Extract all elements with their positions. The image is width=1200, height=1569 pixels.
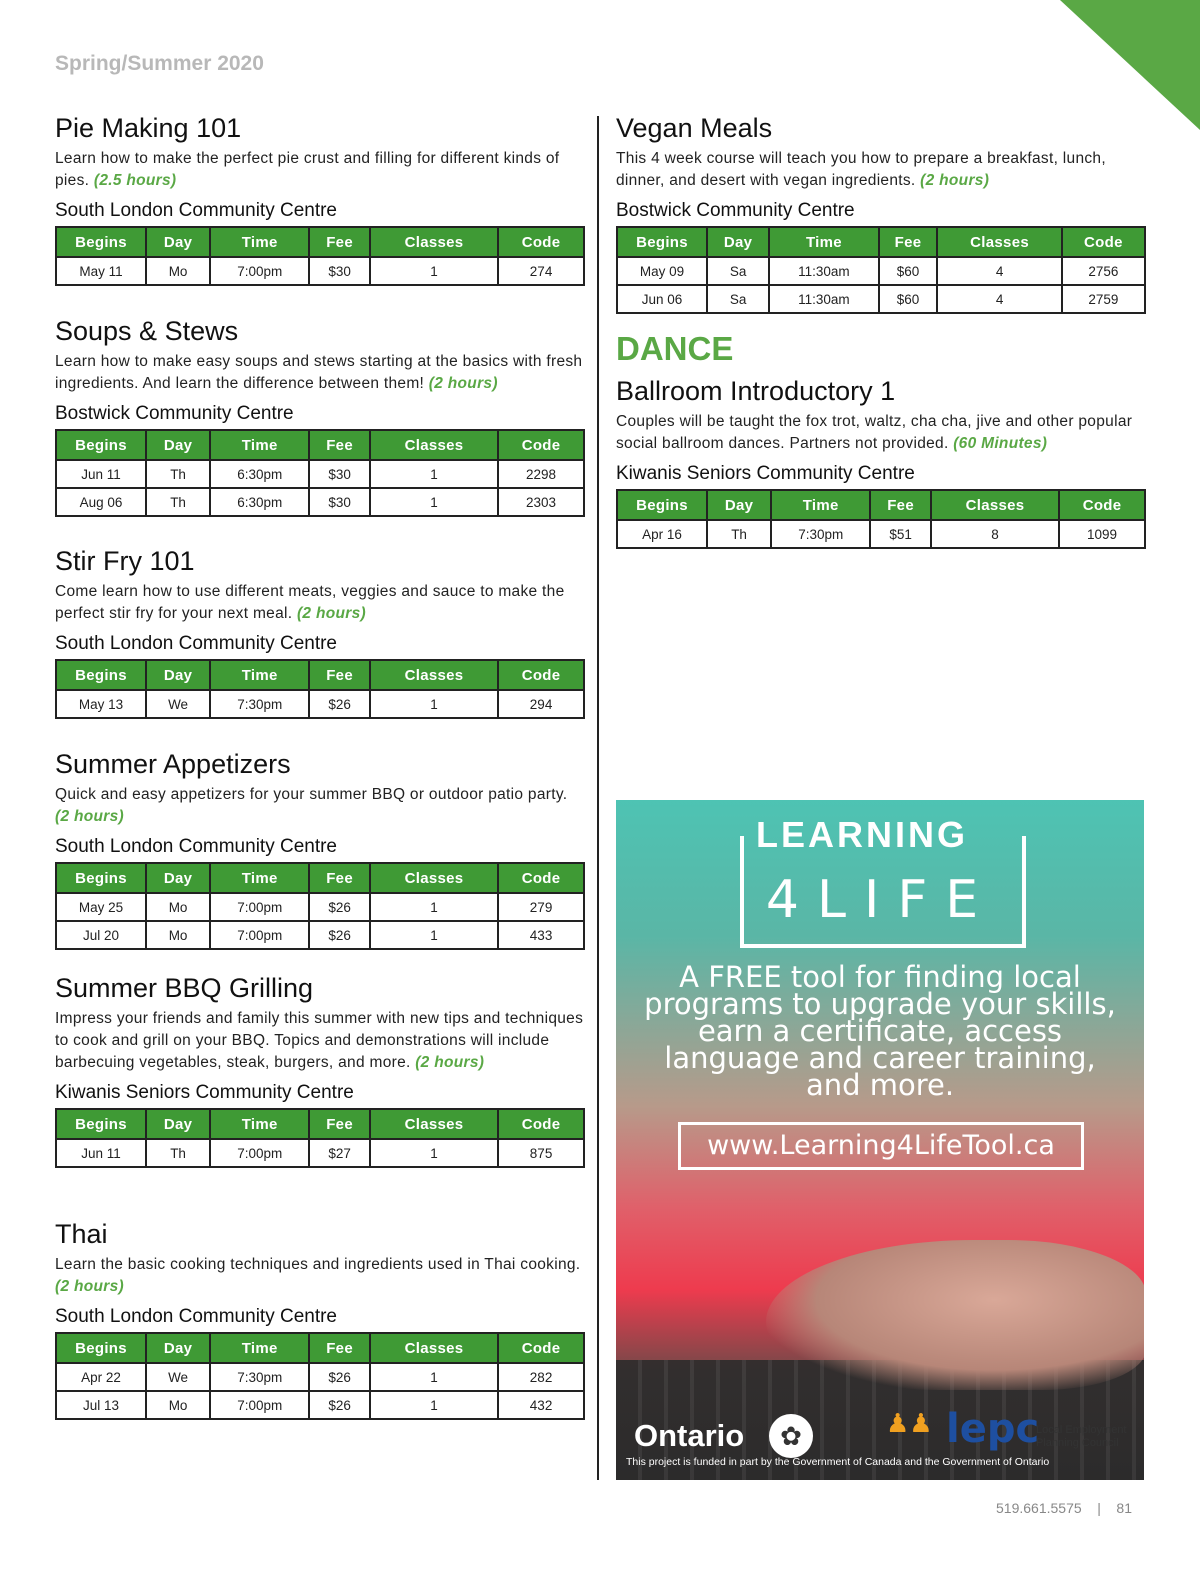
table-row — [56, 460, 584, 488]
course-desc-text: Impress your friends and family this summer with new tips and techniques to cook and grill on your BBQ. Topics and demonstrations will include barbecuing vegetables, steak, burgers, and more. — [55, 1010, 584, 1071]
cell-code: 279 — [498, 893, 584, 921]
column-header-fee: Fee — [879, 227, 938, 257]
cell-begins: May 25 — [56, 893, 146, 921]
course-title: Thai — [55, 1219, 108, 1249]
cell-classes: 1 — [370, 460, 498, 488]
course-bbq-grilling — [55, 972, 585, 1168]
cell-time: 7:00pm — [210, 921, 309, 949]
course-description — [55, 1008, 585, 1074]
cell-classes: 1 — [370, 488, 498, 516]
cell-day: Mo — [146, 921, 210, 949]
ad-tagline: A FREE tool for finding local programs to upgrade your skills, earn a certificate, access language and career training, and more. — [644, 960, 1116, 1102]
cell-day: Sa — [707, 257, 769, 285]
column-header-fee: Fee — [870, 490, 931, 520]
course-title: Summer Appetizers — [55, 749, 291, 779]
column-header-fee: Fee — [309, 1109, 370, 1139]
cell-begins: May 11 — [56, 257, 146, 285]
column-header-fee: Fee — [309, 1333, 370, 1363]
cell-code: 282 — [498, 1363, 584, 1391]
cell-fee: $51 — [870, 520, 931, 548]
cell-fee: $30 — [309, 257, 370, 285]
course-duration: (2.5 hours) — [93, 172, 177, 189]
table-row — [617, 520, 1145, 548]
column-header-day: Day — [707, 227, 769, 257]
column-header-code: Code — [498, 1333, 584, 1363]
cell-begins: Apr 22 — [56, 1363, 146, 1391]
cell-day: Th — [146, 488, 210, 516]
column-header-begins: Begins — [56, 660, 146, 690]
column-header-classes: Classes — [370, 1333, 498, 1363]
column-header-classes: Classes — [370, 430, 498, 460]
course-title: Pie Making 101 — [55, 113, 242, 143]
cell-code: 2759 — [1062, 285, 1145, 313]
course-description — [55, 148, 585, 192]
course-summer-appetizers — [55, 748, 585, 950]
cell-classes: 1 — [370, 893, 498, 921]
column-header-classes: Classes — [370, 863, 498, 893]
table-row — [56, 893, 584, 921]
course-location: South London Community Centre — [55, 200, 337, 221]
course-pie-making — [55, 112, 585, 286]
footer-page-number: 81 — [1116, 1500, 1132, 1516]
course-location: Kiwanis Seniors Community Centre — [55, 1082, 354, 1103]
column-header-day: Day — [146, 227, 210, 257]
course-desc-text: Come learn how to use different meats, veggies and sauce to make the perfect stir fry for your next meal. — [55, 583, 565, 622]
schedule-table — [55, 1108, 585, 1168]
lepc-subtitle: Local Employment Planning Council — [1036, 1424, 1127, 1449]
footer-phone: 519.661.5575 — [996, 1500, 1082, 1516]
cell-begins: May 09 — [617, 257, 707, 285]
corner-accent — [1060, 0, 1200, 130]
cell-time: 7:00pm — [210, 893, 309, 921]
course-location: South London Community Centre — [55, 836, 337, 857]
cell-code: 2298 — [498, 460, 584, 488]
schedule-header-row — [56, 660, 584, 690]
course-description — [55, 351, 585, 395]
course-duration: (2 hours) — [55, 808, 125, 825]
cell-day: Mo — [146, 257, 210, 285]
cell-fee: $26 — [309, 1391, 370, 1419]
column-header-fee: Fee — [309, 430, 370, 460]
cell-classes: 4 — [937, 285, 1061, 313]
cell-code: 432 — [498, 1391, 584, 1419]
column-header-day: Day — [146, 863, 210, 893]
column-header-time: Time — [769, 227, 878, 257]
course-desc-text: Learn the basic cooking techniques and ingredients used in Thai cooking. — [55, 1256, 581, 1273]
schedule-table — [55, 862, 585, 950]
cell-begins: Jun 11 — [56, 460, 146, 488]
cell-day: Sa — [707, 285, 769, 313]
column-header-fee: Fee — [309, 863, 370, 893]
cell-code: 2756 — [1062, 257, 1145, 285]
column-header-begins: Begins — [56, 1333, 146, 1363]
column-header-time: Time — [210, 430, 309, 460]
course-duration: (2 hours) — [55, 1278, 125, 1295]
course-ballroom — [616, 375, 1146, 549]
table-row — [617, 257, 1145, 285]
course-duration: (2 hours) — [428, 375, 498, 392]
table-row — [56, 1139, 584, 1167]
course-desc-text: Learn how to make the perfect pie crust and filling for different kinds of pies. — [55, 150, 560, 189]
course-desc-text: Learn how to make easy soups and stews starting at the basics with fresh ingredients. And learn the difference between them! — [55, 353, 583, 392]
course-description — [616, 148, 1146, 192]
course-desc-text: Couples will be taught the fox trot, waltz, cha cha, jive and other popular social ballroom dances. Partners not provided. — [616, 413, 1133, 452]
column-header-code: Code — [498, 863, 584, 893]
course-vegan-meals — [616, 112, 1146, 314]
schedule-header-row — [56, 1109, 584, 1139]
course-duration: (60 Minutes) — [953, 435, 1048, 452]
cell-classes: 1 — [370, 921, 498, 949]
course-thai — [55, 1218, 585, 1420]
course-soups-stews — [55, 315, 585, 517]
table-row — [617, 285, 1145, 313]
cell-begins: Jun 06 — [617, 285, 707, 313]
course-duration: (2 hours) — [920, 172, 990, 189]
cell-code: 274 — [498, 257, 584, 285]
schedule-header-row — [617, 490, 1145, 520]
course-location: Bostwick Community Centre — [616, 200, 855, 221]
lepc-people-icon: ♟♟ — [886, 1408, 933, 1438]
ad-url[interactable]: www.Learning4LifeTool.ca — [678, 1122, 1084, 1170]
ontario-logo-text: Ontario — [634, 1418, 745, 1453]
cell-time: 7:30pm — [210, 690, 309, 718]
schedule-table — [55, 1332, 585, 1420]
cell-fee: $27 — [309, 1139, 370, 1167]
cell-code: 1099 — [1059, 520, 1145, 548]
cell-classes: 4 — [937, 257, 1061, 285]
column-header-begins: Begins — [56, 430, 146, 460]
course-stir-fry — [55, 545, 585, 719]
course-duration: (2 hours) — [296, 605, 366, 622]
column-header-day: Day — [146, 1109, 210, 1139]
cell-day: Th — [707, 520, 771, 548]
cell-fee: $60 — [879, 257, 938, 285]
course-location: Kiwanis Seniors Community Centre — [616, 463, 915, 484]
lepc-logo-text: lepc — [946, 1406, 1040, 1452]
course-title: Stir Fry 101 — [55, 546, 195, 576]
schedule-table — [55, 429, 585, 517]
column-header-day: Day — [146, 660, 210, 690]
cell-time: 7:00pm — [210, 1391, 309, 1419]
column-header-classes: Classes — [370, 1109, 498, 1139]
course-description — [616, 411, 1146, 455]
table-row — [56, 1391, 584, 1419]
column-header-day: Day — [707, 490, 771, 520]
cell-time: 7:00pm — [210, 257, 309, 285]
cell-classes: 1 — [370, 1363, 498, 1391]
column-header-code: Code — [498, 1109, 584, 1139]
cell-fee: $26 — [309, 893, 370, 921]
cell-day: Mo — [146, 1391, 210, 1419]
trillium-icon: ✿ — [769, 1414, 813, 1458]
course-location: South London Community Centre — [55, 1306, 337, 1327]
cell-begins: Jul 20 — [56, 921, 146, 949]
column-header-code: Code — [1059, 490, 1145, 520]
cell-classes: 1 — [370, 1139, 498, 1167]
cell-code: 2303 — [498, 488, 584, 516]
cell-day: Mo — [146, 893, 210, 921]
schedule-header-row — [617, 227, 1145, 257]
season-header: Spring/Summer 2020 — [55, 52, 264, 75]
column-header-classes: Classes — [370, 227, 498, 257]
cell-fee: $30 — [309, 460, 370, 488]
column-header-fee: Fee — [309, 660, 370, 690]
column-header-classes: Classes — [937, 227, 1061, 257]
hand-image — [766, 1240, 1144, 1390]
column-header-code: Code — [498, 430, 584, 460]
cell-begins: Jun 11 — [56, 1139, 146, 1167]
column-header-time: Time — [771, 490, 870, 520]
cell-fee: $26 — [309, 1363, 370, 1391]
column-header-classes: Classes — [931, 490, 1059, 520]
cell-begins: Aug 06 — [56, 488, 146, 516]
ad-funding-note: This project is funded in part by the Government of Canada and the Government of Ontario — [626, 1456, 1050, 1468]
column-header-begins: Begins — [56, 1109, 146, 1139]
schedule-table — [616, 226, 1146, 314]
schedule-header-row — [56, 1333, 584, 1363]
cell-fee: $26 — [309, 690, 370, 718]
table-row — [56, 257, 584, 285]
column-header-day: Day — [146, 1333, 210, 1363]
column-header-time: Time — [210, 660, 309, 690]
schedule-table — [616, 489, 1146, 549]
cell-time: 7:00pm — [210, 1139, 309, 1167]
course-title: Vegan Meals — [616, 113, 773, 143]
column-header-begins: Begins — [56, 863, 146, 893]
course-desc-text: Quick and easy appetizers for your summer BBQ or outdoor patio party. — [55, 786, 568, 803]
column-header-begins: Begins — [617, 490, 707, 520]
column-header-code: Code — [498, 660, 584, 690]
course-title: Summer BBQ Grilling — [55, 973, 314, 1003]
cell-day: We — [146, 1363, 210, 1391]
cell-day: Th — [146, 460, 210, 488]
ad-logo-learning: LEARNING — [756, 814, 968, 855]
schedule-table — [55, 226, 585, 286]
cell-classes: 1 — [370, 257, 498, 285]
footer-separator: | — [1097, 1500, 1101, 1516]
cell-time: 7:30pm — [771, 520, 870, 548]
course-description — [55, 784, 585, 828]
cell-fee: $30 — [309, 488, 370, 516]
cell-time: 6:30pm — [210, 488, 309, 516]
page-footer — [996, 1500, 1132, 1516]
column-header-time: Time — [210, 227, 309, 257]
cell-code: 294 — [498, 690, 584, 718]
section-dance-title: DANCE — [616, 330, 734, 367]
cell-classes: 8 — [931, 520, 1059, 548]
schedule-header-row — [56, 227, 584, 257]
cell-classes: 1 — [370, 1391, 498, 1419]
ad-logo-4life: 4LIFE — [765, 870, 997, 930]
course-description — [55, 581, 585, 625]
column-header-time: Time — [210, 1109, 309, 1139]
cell-time: 7:30pm — [210, 1363, 309, 1391]
cell-time: 6:30pm — [210, 460, 309, 488]
table-row — [56, 1363, 584, 1391]
column-header-begins: Begins — [56, 227, 146, 257]
course-title: Soups & Stews — [55, 316, 239, 346]
table-row — [56, 488, 584, 516]
cell-begins: Apr 16 — [617, 520, 707, 548]
cell-time: 11:30am — [769, 285, 878, 313]
course-title: Ballroom Introductory 1 — [616, 376, 896, 406]
course-location: South London Community Centre — [55, 633, 337, 654]
cell-fee: $60 — [879, 285, 938, 313]
course-duration: (2 hours) — [415, 1054, 485, 1071]
course-location: Bostwick Community Centre — [55, 403, 294, 424]
learning4life-ad[interactable] — [616, 800, 1144, 1480]
column-header-code: Code — [1062, 227, 1145, 257]
column-header-fee: Fee — [309, 227, 370, 257]
cell-day: We — [146, 690, 210, 718]
course-description — [55, 1254, 585, 1298]
schedule-header-row — [56, 863, 584, 893]
table-row — [56, 690, 584, 718]
column-header-code: Code — [498, 227, 584, 257]
column-header-begins: Begins — [617, 227, 707, 257]
cell-day: Th — [146, 1139, 210, 1167]
schedule-header-row — [56, 430, 584, 460]
cell-code: 875 — [498, 1139, 584, 1167]
cell-fee: $26 — [309, 921, 370, 949]
column-header-time: Time — [210, 1333, 309, 1363]
cell-begins: May 13 — [56, 690, 146, 718]
cell-classes: 1 — [370, 690, 498, 718]
schedule-table — [55, 659, 585, 719]
cell-begins: Jul 13 — [56, 1391, 146, 1419]
column-header-classes: Classes — [370, 660, 498, 690]
column-header-time: Time — [210, 863, 309, 893]
cell-time: 11:30am — [769, 257, 878, 285]
column-header-day: Day — [146, 430, 210, 460]
table-row — [56, 921, 584, 949]
column-divider — [597, 116, 599, 1480]
course-desc-text: This 4 week course will teach you how to prepare a breakfast, lunch, dinner, and desert with vegan ingredients. — [616, 150, 1106, 189]
cell-code: 433 — [498, 921, 584, 949]
